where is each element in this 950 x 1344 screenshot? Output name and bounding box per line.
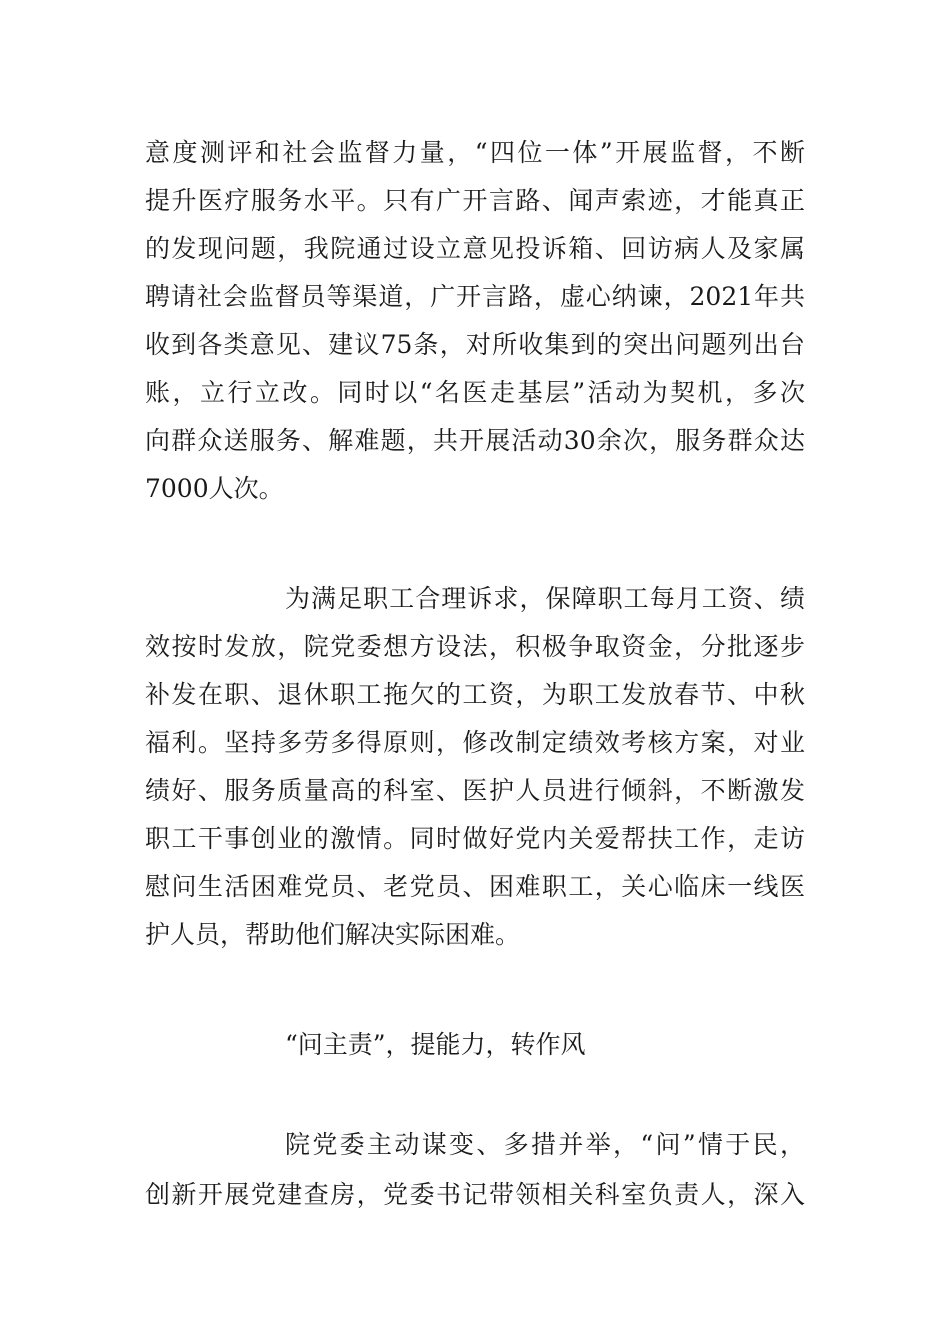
text-line: 创新开展党建查房，党委书记带领相关科室负责人，深入 xyxy=(145,1180,805,1209)
text-line: 护人员，帮助他们解决实际困难。 xyxy=(145,920,521,949)
text-line: 慰问生活困难党员、老党员、困难职工，关心临床一线医 xyxy=(145,872,805,901)
text-line: 效按时发放，院党委想方设法，积极争取资金，分批逐步 xyxy=(145,632,805,661)
text-line: 为满足职工合理诉求，保障职工每月工资、绩 xyxy=(285,584,805,613)
text-line: 院党委主动谋变、多措并举，“问”情于民， xyxy=(285,1130,805,1159)
text-line: 提升医疗服务水平。只有广开言路、闻声索迹，才能真正 xyxy=(145,186,805,215)
text-line: 绩好、服务质量高的科室、医护人员进行倾斜，不断激发 xyxy=(145,776,805,805)
text-line: 向群众送服务、解难题，共开展活动30余次，服务群众达 xyxy=(145,426,805,455)
text-line: 7000人次。 xyxy=(145,474,284,503)
text-line: 福利。坚持多劳多得原则，修改制定绩效考核方案，对业 xyxy=(145,728,805,757)
text-line: 账，立行立改。同时以“名医走基层”活动为契机，多次 xyxy=(145,378,805,407)
text-line: 意度测评和社会监督力量，“四位一体”开展监督，不断 xyxy=(145,138,805,167)
text-line: 职工干事创业的激情。同时做好党内关爱帮扶工作，走访 xyxy=(145,824,805,853)
section-heading: “问主责”，提能力，转作风 xyxy=(285,1030,586,1059)
text-line: 的发现问题，我院通过设立意见投诉箱、回访病人及家属 xyxy=(145,234,805,263)
text-line: 补发在职、退休职工拖欠的工资，为职工发放春节、中秋 xyxy=(145,680,805,709)
text-line: 聘请社会监督员等渠道，广开言路，虚心纳谏，2021年共 xyxy=(145,282,805,311)
text-line: 收到各类意见、建议75条，对所收集到的突出问题列出台 xyxy=(145,330,805,359)
